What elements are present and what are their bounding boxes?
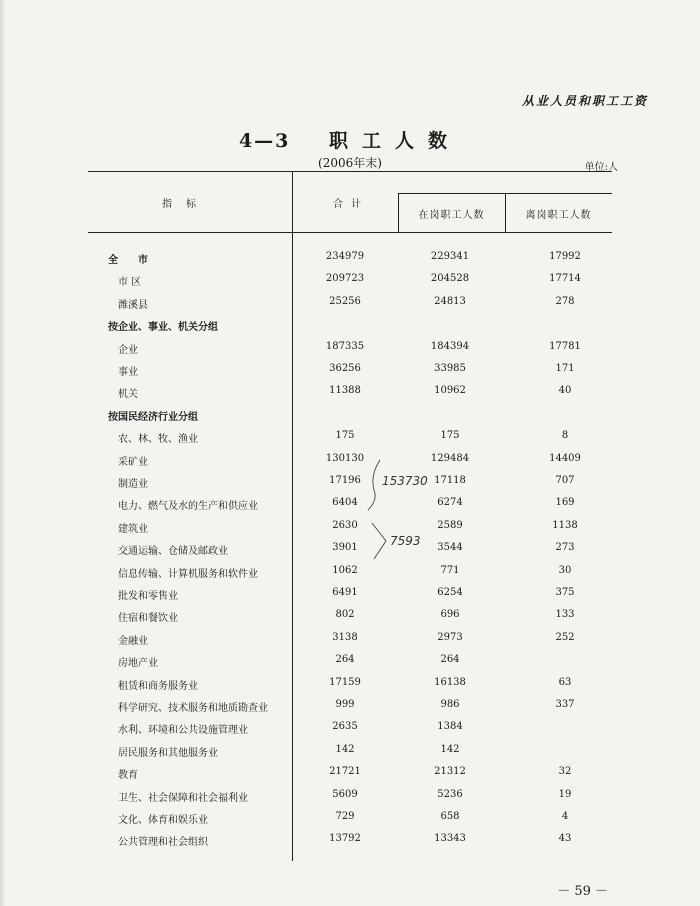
table-row <box>0 318 700 332</box>
row-label: 房地产业 <box>118 658 158 670</box>
cell-in-post: 33985 <box>434 363 466 374</box>
row-label: 科学研究、技术服务和地质勘查业 <box>118 703 268 714</box>
cell-in-post: 129484 <box>430 452 470 464</box>
cell-in-post: 184394 <box>430 340 470 352</box>
row-label: 制造业 <box>118 479 148 490</box>
cell-in-post: 3544 <box>437 542 463 554</box>
cell-left-post: 14409 <box>549 452 581 464</box>
cell-in-post: 10962 <box>434 385 466 397</box>
column-header-indicator: 指标 <box>162 199 210 210</box>
cell-left-post: 17714 <box>549 273 581 285</box>
cell-total: 2630 <box>332 519 358 531</box>
cell-in-post: 229341 <box>430 251 470 262</box>
cell-left-post: 4 <box>561 811 569 822</box>
cell-left-post: 169 <box>555 497 575 509</box>
cell-left-post: 17781 <box>549 340 581 352</box>
row-label: 批发和零售业 <box>118 591 178 602</box>
table-row <box>0 430 700 444</box>
row-label: 金融业 <box>118 635 148 647</box>
row-label: 文化、体育和娱乐业 <box>118 815 208 826</box>
row-label: 农、林、牧、渔业 <box>118 434 198 446</box>
cell-total: 11388 <box>329 385 361 397</box>
cell-left-post: 375 <box>555 587 575 598</box>
cell-left-post: 43 <box>558 833 572 845</box>
cell-total: 3901 <box>332 542 358 554</box>
cell-in-post: 142 <box>440 743 460 755</box>
cell-total: 25256 <box>329 295 361 307</box>
row-label: 教育 <box>118 770 138 782</box>
cell-left-post: 171 <box>555 363 575 374</box>
row-label: 按国民经济行业分组 <box>108 411 198 423</box>
cell-left-post: 273 <box>555 542 575 554</box>
page-number: － 59 － <box>557 884 608 899</box>
cell-in-post: 658 <box>440 811 460 822</box>
table-row <box>0 677 700 691</box>
row-label: 采矿业 <box>118 456 148 468</box>
cell-in-post: 24813 <box>434 295 466 307</box>
column-header-in-post: 在岗职工人数 <box>418 210 485 221</box>
cell-left-post: 337 <box>555 699 575 710</box>
cell-total: 234979 <box>325 251 365 262</box>
cell-total: 175 <box>335 430 355 442</box>
row-label: 按企业、事业、机关分组 <box>108 322 218 334</box>
table-row <box>0 363 700 377</box>
cell-in-post: 771 <box>440 564 460 576</box>
row-label: 信息传输、计算机服务和软件业 <box>118 568 258 580</box>
cell-total: 209723 <box>325 273 365 285</box>
cell-total: 264 <box>335 654 355 666</box>
cell-total: 802 <box>335 609 355 621</box>
cell-left-post: 63 <box>558 676 572 688</box>
handwritten-note-upper: 153730 <box>382 474 428 488</box>
cell-total: 2635 <box>332 721 358 733</box>
row-label: 企业 <box>118 344 138 356</box>
cell-total: 6404 <box>332 497 358 509</box>
cell-total: 17196 <box>329 475 361 486</box>
table-row <box>0 475 700 489</box>
row-label: 卫生、社会保障和社会福利业 <box>118 792 248 804</box>
cell-in-post: 696 <box>440 609 460 621</box>
row-label: 机关 <box>118 389 138 401</box>
cell-total: 5609 <box>332 788 358 800</box>
row-label: 水利、环境和公共设施管理业 <box>118 725 248 737</box>
cell-in-post: 13343 <box>434 833 466 845</box>
table-row <box>0 251 700 265</box>
cell-total: 130130 <box>325 452 365 464</box>
cell-total: 3138 <box>332 631 358 643</box>
cell-left-post: 40 <box>558 385 572 397</box>
header-divider <box>88 232 612 233</box>
cell-total: 1062 <box>332 564 358 576</box>
table-row <box>0 744 700 758</box>
cell-total: 142 <box>335 743 355 755</box>
table-row <box>0 542 700 556</box>
table-row <box>0 565 700 579</box>
row-label: 市 区 <box>118 277 142 289</box>
cell-in-post: 986 <box>440 699 460 710</box>
cell-in-post: 264 <box>440 654 460 666</box>
cell-in-post: 175 <box>440 430 460 442</box>
running-head: 从业人员和职工工资 <box>521 94 648 108</box>
table-row <box>0 721 700 735</box>
cell-in-post: 16138 <box>434 676 466 688</box>
cell-in-post: 2589 <box>437 519 463 531</box>
cell-total: 36256 <box>329 363 361 374</box>
row-label: 居民服务和其他服务业 <box>118 747 218 759</box>
column-header-left-post: 离岗职工人数 <box>525 210 592 221</box>
cell-total: 17159 <box>329 676 361 688</box>
cell-left-post: 707 <box>555 475 575 486</box>
row-label: 事业 <box>118 367 138 378</box>
table-row <box>0 811 700 825</box>
cell-total: 21721 <box>329 766 361 778</box>
table-row <box>0 789 700 803</box>
table-row <box>0 609 700 623</box>
table-row <box>0 453 700 467</box>
table-row <box>0 341 700 355</box>
cell-in-post: 5236 <box>437 788 463 800</box>
cell-in-post: 2973 <box>437 631 463 643</box>
table-row <box>0 654 700 668</box>
table-row <box>0 520 700 534</box>
cell-left-post: 278 <box>555 295 575 307</box>
cell-left-post: 32 <box>558 766 572 778</box>
cell-total: 999 <box>335 699 355 710</box>
table-number: 4—3 <box>238 130 291 152</box>
cell-left-post: 30 <box>558 564 572 576</box>
cell-total: 729 <box>335 811 355 822</box>
cell-left-post: 1138 <box>552 519 578 531</box>
table-title <box>0 126 700 153</box>
row-label: 建筑业 <box>118 523 148 535</box>
table-row <box>0 699 700 713</box>
cell-left-post: 133 <box>555 609 575 621</box>
handwritten-note-lower: 7593 <box>390 534 421 548</box>
table-row <box>0 632 700 646</box>
table-row <box>0 497 700 511</box>
table-row <box>0 273 700 287</box>
cell-total: 187335 <box>325 340 365 352</box>
table-row <box>0 766 700 780</box>
row-label: 交通运输、仓储及邮政业 <box>118 546 228 558</box>
cell-left-post: 252 <box>555 631 575 643</box>
cell-total: 13792 <box>329 833 361 845</box>
cell-in-post: 17118 <box>434 475 466 486</box>
row-label: 电力、燃气及水的生产和供应业 <box>118 501 258 513</box>
cell-left-post: 17992 <box>549 251 581 262</box>
row-label: 公共管理和社会组织 <box>118 837 208 849</box>
cell-in-post: 6254 <box>437 587 463 598</box>
unit-label: 单位:人 <box>584 162 618 173</box>
row-label: 租赁和商务服务业 <box>118 680 198 692</box>
handwritten-annotation <box>360 455 430 575</box>
row-label: 潍溪县 <box>118 299 148 311</box>
cell-in-post: 1384 <box>437 721 463 733</box>
table-row <box>0 587 700 601</box>
column-header-total: 合计 <box>333 199 369 210</box>
row-label: 住宿和餐饮业 <box>118 613 178 625</box>
handwritten-bracket-upper <box>368 460 380 510</box>
cell-total: 6491 <box>332 587 358 598</box>
handwritten-bracket-lower <box>372 523 386 559</box>
cell-in-post: 6274 <box>437 497 463 509</box>
table-row <box>0 385 700 399</box>
row-label: 全 市 <box>108 255 148 266</box>
cell-left-post: 19 <box>558 788 572 800</box>
cell-left-post: 8 <box>561 430 569 442</box>
cell-in-post: 204528 <box>430 273 470 285</box>
cell-in-post: 21312 <box>434 766 466 778</box>
table-row <box>0 408 700 422</box>
table-subtitle: (2006年末) <box>318 156 382 170</box>
table-row <box>0 833 700 847</box>
table-title-text: 职工人数 <box>329 130 462 152</box>
table-row <box>0 296 700 310</box>
